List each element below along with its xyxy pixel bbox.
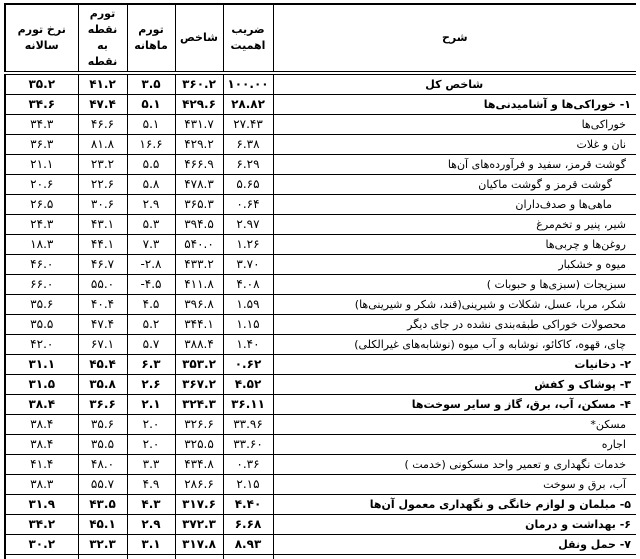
cell-monthly-inflation: ۲.۹ <box>127 194 175 214</box>
cell-annual-inflation-rate: ۳۸.۴ <box>5 394 78 414</box>
cell-importance-coefficient: ۲۷.۴۳ <box>223 114 273 134</box>
cell-monthly-inflation: ۳.۵ <box>127 73 175 95</box>
row-description: ۳- پوشاک و کفش <box>273 374 636 394</box>
cell-annual-inflation-rate: ۳۵.۵ <box>5 314 78 334</box>
cell-point-to-point-inflation: ۳۶.۶ <box>78 394 127 414</box>
table-row <box>5 534 636 554</box>
cell-importance-coefficient: ۴.۵۲ <box>223 374 273 394</box>
row-description: روغن‌ها و چربی‌ها <box>273 234 636 254</box>
table-header-row <box>5 4 636 73</box>
cell-monthly-inflation: ۲.۰ <box>127 434 175 454</box>
cell-annual-inflation-rate: ۳۴.۶ <box>5 94 78 114</box>
cell-importance-coefficient: ۶.۲۹ <box>223 154 273 174</box>
cell-monthly-inflation: ۲.۰ <box>127 414 175 434</box>
cell-importance-coefficient: ۲۸.۸۲ <box>223 94 273 114</box>
table-row <box>5 414 636 434</box>
cell-index: ۴۷۸.۳ <box>175 174 223 194</box>
cell-annual-inflation-rate: ۴۶.۰ <box>5 254 78 274</box>
row-description: ماهی‌ها و صدف‌داران <box>273 194 636 214</box>
cell-importance-coefficient: ۱.۲۶ <box>223 234 273 254</box>
cell-importance-coefficient: ۰.۶۲ <box>223 354 273 374</box>
cell-annual-inflation-rate: ۳۸.۴ <box>5 414 78 434</box>
cell-point-to-point-inflation: ۴۷.۴ <box>78 94 127 114</box>
cell-point-to-point-inflation: ۳۰.۶ <box>78 194 127 214</box>
cell-importance-coefficient: ۴.۰۸ <box>223 274 273 294</box>
row-description: نان و غلات <box>273 134 636 154</box>
cell-annual-inflation-rate: ۲۰.۶ <box>5 174 78 194</box>
cell-monthly-inflation: ۵.۷ <box>127 334 175 354</box>
cell-importance-coefficient: ۲.۱۵ <box>223 474 273 494</box>
cell-monthly-inflation: ۵.۱ <box>127 114 175 134</box>
cell-index: ۴۳۳.۲ <box>175 254 223 274</box>
cell-point-to-point-inflation: ۴۳.۵ <box>78 494 127 514</box>
cell-index: ۳۴۴.۱ <box>175 314 223 334</box>
row-description: محصولات خوراکی طبقه‌بندی نشده در جای دیگر <box>273 314 636 334</box>
cell-index: ۵۴۰.۰ <box>175 234 223 254</box>
cell-annual-inflation-rate: ۲۱.۱ <box>5 154 78 174</box>
cell-annual-inflation-rate: ۲۶.۵ <box>5 194 78 214</box>
table-row <box>5 114 636 134</box>
cell-index: ۳۱۷.۶ <box>175 494 223 514</box>
cell-point-to-point-inflation: ۴۵.۱ <box>78 514 127 534</box>
cell-annual-inflation-rate: ۳۵.۶ <box>5 294 78 314</box>
cell-point-to-point-inflation: ۴۴.۱ <box>78 234 127 254</box>
cell-annual-inflation-rate: ۳۴.۳ <box>5 114 78 134</box>
table-row <box>5 494 636 514</box>
cell-monthly-inflation: ۴.۵ <box>127 294 175 314</box>
cell-point-to-point-inflation: ۵۵.۰ <box>78 274 127 294</box>
row-description: ۴- مسکن، آب، برق، گاز و سایر سوخت‌ها <box>273 394 636 414</box>
table-row <box>5 94 636 114</box>
table-row <box>5 194 636 214</box>
row-description: ۶- بهداشت و درمان <box>273 514 636 534</box>
cell-point-to-point-inflation: ۳۵.۸ <box>78 374 127 394</box>
cell-monthly-inflation: ۲.۹ <box>127 514 175 534</box>
cpi-inflation-table <box>4 3 636 559</box>
cell-annual-inflation-rate: ۱۸.۳ <box>5 234 78 254</box>
table-row <box>5 154 636 174</box>
row-description: ۵- مبلمان و لوازم خانگی و نگهداری معمول آن‌ها <box>273 494 636 514</box>
table-row <box>5 334 636 354</box>
cell-point-to-point-inflation: ۴۰.۴ <box>78 294 127 314</box>
cell-annual-inflation-rate: ۳۸.۳ <box>5 474 78 494</box>
cell-index: ۲۸۶.۶ <box>175 474 223 494</box>
cell-importance-coefficient: ۰.۶۴ <box>223 194 273 214</box>
cell-monthly-inflation: ۵.۸ <box>127 174 175 194</box>
header-index: شاخص <box>175 4 223 73</box>
empty-cell <box>273 554 636 559</box>
cell-index: ۴۲۹.۶ <box>175 94 223 114</box>
empty-cell <box>5 554 78 559</box>
cell-index: ۳۹۴.۵ <box>175 214 223 234</box>
table-row <box>5 434 636 454</box>
cell-importance-coefficient: ۶.۶۸ <box>223 514 273 534</box>
cell-importance-coefficient: ۰.۳۶ <box>223 454 273 474</box>
cell-index: ۳۶۰.۲ <box>175 73 223 95</box>
table-row <box>5 374 636 394</box>
cell-monthly-inflation: ۶.۳ <box>127 354 175 374</box>
table-row <box>5 214 636 234</box>
empty-cell <box>223 554 273 559</box>
cell-index: ۴۳۱.۷ <box>175 114 223 134</box>
cell-importance-coefficient: ۳۳.۹۶ <box>223 414 273 434</box>
cell-point-to-point-inflation: ۶۷.۱ <box>78 334 127 354</box>
cell-point-to-point-inflation: ۴۸.۰ <box>78 454 127 474</box>
empty-cell <box>175 554 223 559</box>
cell-index: ۳۸۸.۴ <box>175 334 223 354</box>
cell-importance-coefficient: ۳۶.۱۱ <box>223 394 273 414</box>
table-row <box>5 274 636 294</box>
empty-cell <box>127 554 175 559</box>
cell-monthly-inflation: ۲.۶ <box>127 374 175 394</box>
cell-importance-coefficient: ۱.۴۰ <box>223 334 273 354</box>
cell-monthly-inflation: ۴.۳ <box>127 494 175 514</box>
header-monthly-inflation: تورم ماهانه <box>127 4 175 73</box>
cell-point-to-point-inflation: ۲۲.۶ <box>78 174 127 194</box>
table-row <box>5 474 636 494</box>
cell-monthly-inflation: ۲.۱ <box>127 394 175 414</box>
header-description: شرح <box>273 4 636 73</box>
cell-importance-coefficient: ۶.۳۸ <box>223 134 273 154</box>
cell-point-to-point-inflation: ۴۱.۲ <box>78 73 127 95</box>
cell-importance-coefficient: ۱.۵۹ <box>223 294 273 314</box>
cell-annual-inflation-rate: ۴۲.۰ <box>5 334 78 354</box>
cell-point-to-point-inflation: ۲۳.۲ <box>78 154 127 174</box>
cell-monthly-inflation: ۵.۵ <box>127 154 175 174</box>
cell-index: ۴۳۴.۸ <box>175 454 223 474</box>
cell-point-to-point-inflation: ۴۷.۴ <box>78 314 127 334</box>
row-description: آب، برق و سوخت <box>273 474 636 494</box>
cell-monthly-inflation: -۲.۸ <box>127 254 175 274</box>
row-description: شیر، پنیر و تخم‌مرغ <box>273 214 636 234</box>
table-row <box>5 354 636 374</box>
cell-index: ۳۱۷.۸ <box>175 534 223 554</box>
header-importance-coefficient: ضریب اهمیت <box>223 4 273 73</box>
row-description: شاخص کل <box>273 73 636 95</box>
cell-point-to-point-inflation: ۳۵.۶ <box>78 414 127 434</box>
cell-index: ۳۹۶.۸ <box>175 294 223 314</box>
cell-annual-inflation-rate: ۳۰.۲ <box>5 534 78 554</box>
row-description: خدمات نگهداری و تعمیر واحد مسکونی (خدمت ) <box>273 454 636 474</box>
table-row <box>5 234 636 254</box>
cell-index: ۴۲۹.۲ <box>175 134 223 154</box>
empty-cell <box>78 554 127 559</box>
cell-importance-coefficient: ۸.۹۳ <box>223 534 273 554</box>
cell-monthly-inflation: ۷.۳ <box>127 234 175 254</box>
cell-importance-coefficient: ۱۰۰.۰۰ <box>223 73 273 95</box>
row-description: شکر، مربا، عسل، شکلات و شیرینی(قند، شکر و شیرینی‌ها) <box>273 294 636 314</box>
cell-point-to-point-inflation: ۵۵.۷ <box>78 474 127 494</box>
cell-importance-coefficient: ۵.۶۵ <box>223 174 273 194</box>
row-description: سبزیجات (سبزی‌ها و حبوبات ) <box>273 274 636 294</box>
cell-point-to-point-inflation: ۴۶.۷ <box>78 254 127 274</box>
cell-annual-inflation-rate: ۳۱.۱ <box>5 354 78 374</box>
cell-point-to-point-inflation: ۴۵.۴ <box>78 354 127 374</box>
cell-importance-coefficient: ۳۳.۶۰ <box>223 434 273 454</box>
cell-point-to-point-inflation: ۸۱.۸ <box>78 134 127 154</box>
row-description: اجاره <box>273 434 636 454</box>
cell-annual-inflation-rate: ۳۸.۴ <box>5 434 78 454</box>
table-row <box>5 394 636 414</box>
cell-point-to-point-inflation: ۴۳.۱ <box>78 214 127 234</box>
cell-index: ۳۲۴.۳ <box>175 394 223 414</box>
cell-index: ۳۶۵.۳ <box>175 194 223 214</box>
table-row-cutoff <box>5 554 636 559</box>
row-description: ۲- دخانیات <box>273 354 636 374</box>
table-row <box>5 73 636 95</box>
table-row <box>5 454 636 474</box>
row-description: گوشت قرمز، سفید و فرآورده‌های آن‌ها <box>273 154 636 174</box>
cell-annual-inflation-rate: ۳۱.۹ <box>5 494 78 514</box>
row-description: ۱- خوراکی‌ها و آشامیدنی‌ها <box>273 94 636 114</box>
cell-index: ۳۷۲.۳ <box>175 514 223 534</box>
cell-point-to-point-inflation: ۳۲.۳ <box>78 534 127 554</box>
cell-index: ۳۶۷.۲ <box>175 374 223 394</box>
cell-index: ۳۲۵.۵ <box>175 434 223 454</box>
row-description: خوراکی‌ها <box>273 114 636 134</box>
cell-monthly-inflation: ۵.۲ <box>127 314 175 334</box>
header-point-to-point-inflation: تورم نقطه به نقطه <box>78 4 127 73</box>
cell-monthly-inflation: -۴.۵ <box>127 274 175 294</box>
table-row <box>5 314 636 334</box>
table-row <box>5 134 636 154</box>
table-row <box>5 254 636 274</box>
cell-monthly-inflation: ۳.۱ <box>127 534 175 554</box>
cell-annual-inflation-rate: ۳۵.۲ <box>5 73 78 95</box>
table-row <box>5 294 636 314</box>
cell-importance-coefficient: ۳.۷۰ <box>223 254 273 274</box>
cell-monthly-inflation: ۳.۳ <box>127 454 175 474</box>
row-description: ۷- حمل ونقل <box>273 534 636 554</box>
cell-annual-inflation-rate: ۶۶.۰ <box>5 274 78 294</box>
cell-monthly-inflation: ۱۶.۶ <box>127 134 175 154</box>
table-body <box>5 73 636 559</box>
cell-point-to-point-inflation: ۳۵.۵ <box>78 434 127 454</box>
cell-point-to-point-inflation: ۴۶.۶ <box>78 114 127 134</box>
cpi-inflation-table-wrapper <box>4 3 636 559</box>
cell-index: ۴۱۱.۸ <box>175 274 223 294</box>
header-annual-inflation-rate: نرخ تورم سالانه <box>5 4 78 73</box>
cell-index: ۳۵۳.۲ <box>175 354 223 374</box>
row-description: میوه و خشکبار <box>273 254 636 274</box>
cell-annual-inflation-rate: ۳۴.۲ <box>5 514 78 534</box>
table-row <box>5 174 636 194</box>
row-description: گوشت قرمز و گوشت ماکیان <box>273 174 636 194</box>
cell-index: ۳۲۶.۶ <box>175 414 223 434</box>
cell-monthly-inflation: ۵.۱ <box>127 94 175 114</box>
cell-annual-inflation-rate: ۴۱.۴ <box>5 454 78 474</box>
cell-importance-coefficient: ۴.۴۰ <box>223 494 273 514</box>
cell-index: ۴۶۶.۹ <box>175 154 223 174</box>
cell-annual-inflation-rate: ۳۶.۳ <box>5 134 78 154</box>
cell-importance-coefficient: ۲.۹۷ <box>223 214 273 234</box>
cell-annual-inflation-rate: ۳۱.۵ <box>5 374 78 394</box>
cell-monthly-inflation: ۵.۳ <box>127 214 175 234</box>
cell-importance-coefficient: ۱.۱۵ <box>223 314 273 334</box>
cell-annual-inflation-rate: ۲۴.۳ <box>5 214 78 234</box>
row-description: مسکن* <box>273 414 636 434</box>
cell-monthly-inflation: ۴.۹ <box>127 474 175 494</box>
row-description: چای، قهوه، کاکائو، نوشابه و آب میوه (نوشابه‌های غیرالکلی) <box>273 334 636 354</box>
table-row <box>5 514 636 534</box>
